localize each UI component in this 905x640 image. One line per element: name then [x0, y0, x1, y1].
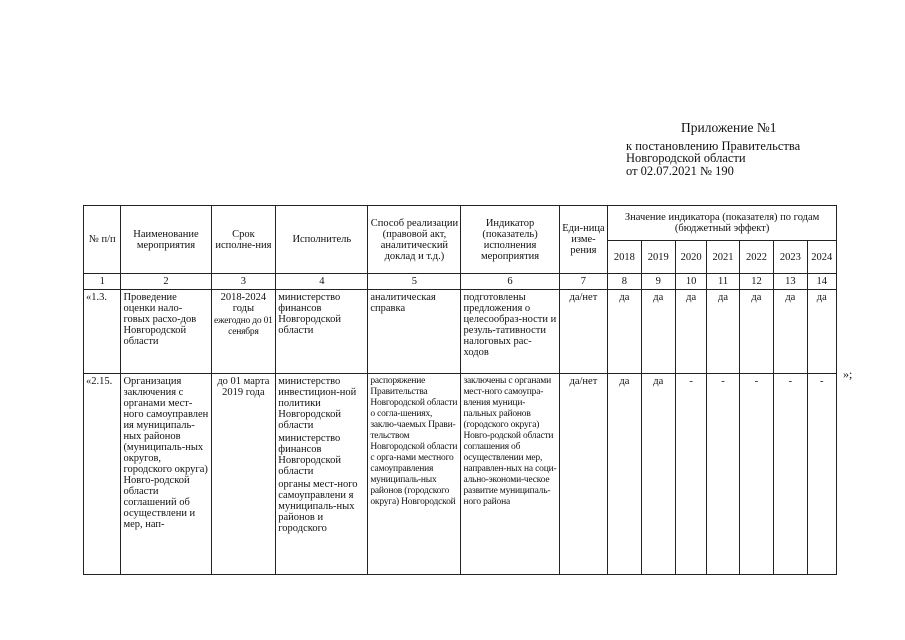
col-header-indicator: Индикатор (показатель) исполнения мероприятия: [461, 206, 559, 274]
row-executor: министерство финансов Новгородской области: [278, 433, 341, 477]
column-number: 7: [559, 274, 608, 290]
row-value: да: [608, 290, 641, 374]
row-value: да: [707, 290, 739, 374]
column-number: 4: [276, 274, 368, 290]
header-line-1: к постановлению Правительства: [626, 138, 801, 153]
column-number: 10: [676, 274, 707, 290]
col-header-num: № п/п: [84, 206, 121, 274]
header-row: [84, 206, 837, 241]
measures-table: [83, 205, 837, 575]
row-value: -: [676, 374, 707, 575]
row-num: «1.3.: [84, 290, 121, 374]
row-value: да: [641, 290, 675, 374]
year-header: 2021: [707, 241, 739, 274]
table-row: [84, 374, 837, 575]
row-executor: министерство финансов Новгородской области: [278, 292, 341, 336]
column-number: 11: [707, 274, 739, 290]
row-executor-cell: [276, 374, 368, 575]
column-number: 3: [211, 274, 276, 290]
row-method: распоряжение Правительства Новгородской области о согла-шениях, заклю-чаемых Прави-тельством Новгородской области с орга-нами местного самоуправления муниципаль-ных районов (городского округа) Новгородской: [368, 374, 461, 575]
column-number: 12: [739, 274, 773, 290]
column-number: 9: [641, 274, 675, 290]
year-header: 2024: [807, 241, 836, 274]
row-value: да: [774, 290, 807, 374]
row-value: да: [739, 290, 773, 374]
row-indicator: заключены с органами мест-ного самоупра-вления муници-пальных районов (городского округа) Новго-родской области соглашения об осуществлении мер, направлен-ных на соци-ально-экономи-ческое развитие муниципаль-ного района: [461, 374, 559, 575]
row-term: до 01 марта 2019 года: [217, 376, 270, 398]
year-header: 2018: [608, 241, 641, 274]
row-term: 2018-2024 годы: [220, 292, 267, 314]
row-value: да: [641, 374, 675, 575]
document-header: [626, 122, 896, 177]
row-term-cell: [211, 374, 276, 575]
row-num: «2.15.: [84, 374, 121, 575]
row-value: -: [707, 374, 739, 575]
col-header-method: Способ реализации (правовой акт, аналитический доклад и т.д.): [368, 206, 461, 274]
row-value: -: [807, 374, 836, 575]
year-header: 2022: [739, 241, 773, 274]
row-value: да: [676, 290, 707, 374]
appendix-title: Приложение №1: [681, 120, 777, 135]
row-unit: да/нет: [559, 374, 608, 575]
year-header: 2019: [641, 241, 675, 274]
row-indicator: подготовлены предложения о целесообраз-ности и резуль-тативности налоговых рас-ходов: [461, 290, 559, 374]
col-header-term: Срок исполне-ния: [211, 206, 276, 274]
col-header-executor: Исполнитель: [276, 206, 368, 274]
column-number: 6: [461, 274, 559, 290]
col-header-name: Наименование мероприятия: [121, 206, 211, 274]
row-executor: министерство инвестицион-ной политики Новгородской области: [278, 376, 357, 431]
row-name: Проведение оценки нало-говых расхо-дов Новгородской области: [121, 290, 211, 374]
year-header: 2020: [676, 241, 707, 274]
row-value: да: [807, 290, 836, 374]
header-line-2: Новгородской области: [626, 151, 746, 165]
column-number: 8: [608, 274, 641, 290]
row-executor-cell: [276, 290, 368, 374]
column-number: 1: [84, 274, 121, 290]
column-numbers-row: [84, 274, 837, 290]
column-number: 5: [368, 274, 461, 290]
column-number: 13: [774, 274, 807, 290]
row-name: Организация заключения с органами мест-ного самоуправлен ия муниципаль-ных районов (муниципаль-ных округов, городского округа) Новго-родской области соглашений об осуществлени и мер, нап-: [121, 374, 211, 575]
closing-quote-mark: »;: [843, 367, 853, 381]
column-number: 14: [807, 274, 836, 290]
row-executor: органы мест-ного самоуправлени я муниципаль-ных районов и городского: [278, 479, 358, 534]
year-header: 2023: [774, 241, 807, 274]
row-value: -: [774, 374, 807, 575]
row-value: да: [608, 374, 641, 575]
col-header-unit: Еди-ница изме-рения: [559, 206, 608, 274]
row-value: -: [739, 374, 773, 575]
col-header-values: Значение индикатора (показателя) по годам (бюджетный эффект): [608, 206, 837, 241]
header-line-3: от 02.07.2021 № 190: [626, 163, 734, 178]
row-term-note: ежегодно до 01 сенября: [214, 316, 273, 337]
row-unit: да/нет: [559, 290, 608, 374]
row-method: аналитическая справка: [368, 290, 461, 374]
row-term-cell: [211, 290, 276, 374]
table-row: [84, 290, 837, 374]
column-number: 2: [121, 274, 211, 290]
